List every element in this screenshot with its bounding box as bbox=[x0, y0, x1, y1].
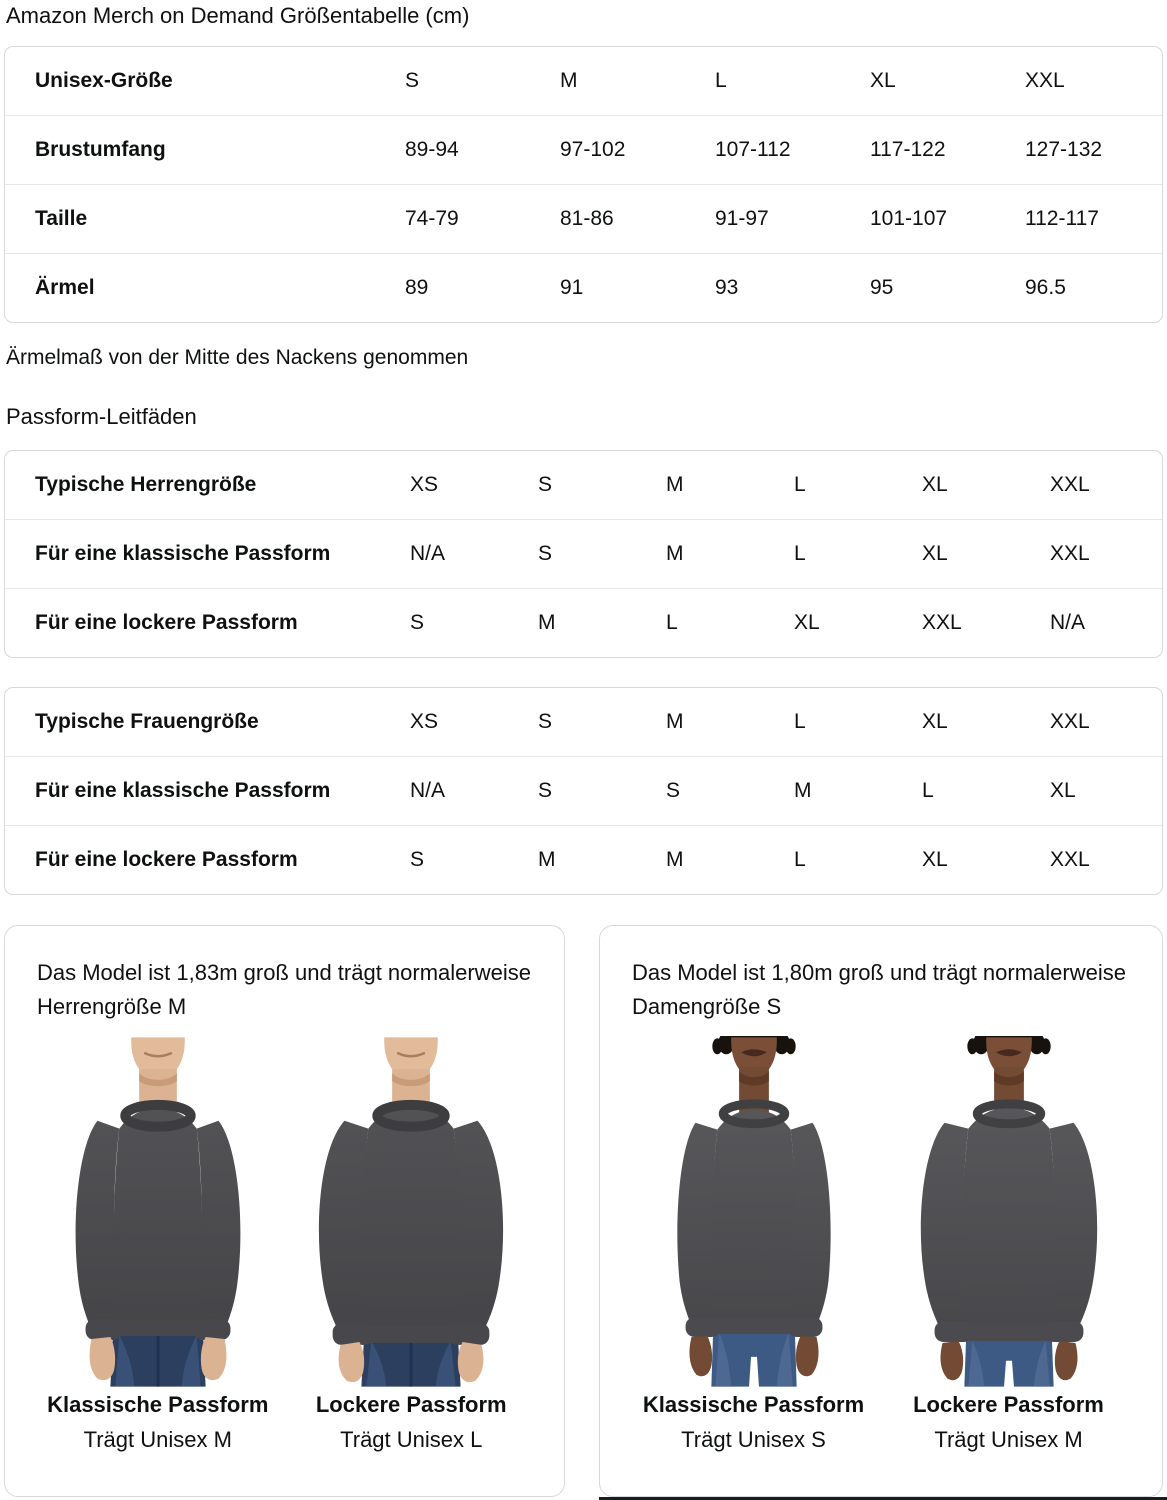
value-cell: L bbox=[794, 710, 806, 733]
value-cell: XXL bbox=[922, 611, 962, 634]
value-cell: S bbox=[410, 611, 425, 634]
female-model-loose-photo bbox=[885, 1036, 1133, 1388]
model-cards-row bbox=[4, 925, 1163, 1497]
value-cell: L bbox=[666, 611, 678, 634]
model-description: Das Model ist 1,83m groß und trägt normalerweise Herrengröße M bbox=[37, 960, 531, 1019]
fit-guides-heading: Passform-Leitfäden bbox=[6, 404, 197, 429]
value-cell: XS bbox=[410, 473, 439, 496]
figures-row bbox=[626, 1036, 1136, 1453]
size-cell: S bbox=[405, 69, 420, 92]
value-cell: S bbox=[538, 710, 553, 733]
value-cell: XL bbox=[922, 542, 948, 565]
figures-row bbox=[31, 1036, 538, 1453]
value-cell: M bbox=[794, 779, 812, 802]
fit-label: Klassische Passform bbox=[47, 1392, 269, 1417]
value-cell: 127-132 bbox=[1025, 138, 1103, 161]
size-cell: L bbox=[715, 69, 727, 92]
value-cell: 81-86 bbox=[560, 207, 614, 230]
value-cell: N/A bbox=[410, 542, 446, 565]
fit-label: Lockere Passform bbox=[913, 1392, 1104, 1417]
row-label: Taille bbox=[35, 207, 88, 230]
value-cell: 93 bbox=[715, 276, 739, 299]
row-label: Ärmel bbox=[35, 276, 95, 299]
value-cell: XXL bbox=[1050, 542, 1090, 565]
value-cell: S bbox=[410, 848, 425, 871]
size-label: Trägt Unisex L bbox=[340, 1427, 483, 1452]
value-cell: 96.5 bbox=[1025, 276, 1066, 299]
mens-model-card bbox=[4, 925, 565, 1497]
female-loose-fit-figure bbox=[881, 1036, 1136, 1453]
value-cell: 95 bbox=[870, 276, 894, 299]
model-description: Das Model ist 1,80m groß und trägt normalerweise Damengröße S bbox=[632, 960, 1126, 1019]
male-model-classic-photo bbox=[34, 1036, 282, 1388]
table-row bbox=[5, 115, 1162, 184]
value-cell: L bbox=[794, 473, 806, 496]
value-cell: 89 bbox=[405, 276, 429, 299]
row-label: Für eine lockere Passform bbox=[35, 611, 298, 634]
value-cell: XL bbox=[922, 473, 948, 496]
table-row bbox=[5, 47, 1162, 115]
value-cell: XL bbox=[922, 710, 948, 733]
value-cell: 107-112 bbox=[715, 138, 791, 161]
value-cell: M bbox=[538, 848, 556, 871]
table-row bbox=[5, 519, 1162, 588]
row-label: Typische Herrengröße bbox=[35, 473, 257, 496]
value-cell: M bbox=[538, 611, 556, 634]
table-row bbox=[5, 184, 1162, 253]
row-label: Für eine klassische Passform bbox=[35, 542, 331, 565]
value-cell: S bbox=[538, 779, 553, 802]
male-classic-fit-figure bbox=[31, 1036, 285, 1453]
table-row bbox=[5, 756, 1162, 825]
value-cell: M bbox=[666, 848, 684, 871]
row-label: Für eine klassische Passform bbox=[35, 779, 331, 802]
female-classic-fit-figure bbox=[626, 1036, 881, 1453]
size-label: Trägt Unisex M bbox=[83, 1427, 232, 1452]
value-cell: N/A bbox=[1050, 611, 1086, 634]
sleeve-measure-note: Ärmelmaß von der Mitte des Nackens genommen bbox=[6, 346, 469, 369]
value-cell: XS bbox=[410, 710, 439, 733]
value-cell: 89-94 bbox=[405, 138, 459, 161]
value-cell: XL bbox=[1050, 779, 1076, 802]
value-cell: N/A bbox=[410, 779, 446, 802]
unisex-size-table bbox=[4, 46, 1163, 323]
male-model-loose-photo bbox=[287, 1036, 535, 1388]
row-label: Brustumfang bbox=[35, 138, 166, 161]
value-cell: L bbox=[794, 542, 806, 565]
value-cell: S bbox=[538, 473, 553, 496]
value-cell: M bbox=[666, 710, 684, 733]
value-cell: XXL bbox=[1050, 473, 1090, 496]
male-loose-fit-figure bbox=[285, 1036, 539, 1453]
table-row bbox=[5, 825, 1162, 894]
value-cell: 97-102 bbox=[560, 138, 626, 161]
value-cell: S bbox=[538, 542, 553, 565]
value-cell: 101-107 bbox=[870, 207, 948, 230]
size-cell: XL bbox=[870, 69, 896, 92]
value-cell: XL bbox=[794, 611, 820, 634]
size-label: Trägt Unisex M bbox=[934, 1427, 1083, 1452]
value-cell: XXL bbox=[1050, 848, 1090, 871]
value-cell: L bbox=[794, 848, 806, 871]
value-cell: M bbox=[666, 542, 684, 565]
value-cell: 91 bbox=[560, 276, 584, 299]
size-label: Trägt Unisex S bbox=[681, 1427, 826, 1452]
row-label: Typische Frauengröße bbox=[35, 710, 259, 733]
value-cell: XXL bbox=[1050, 710, 1090, 733]
value-cell: 112-117 bbox=[1025, 207, 1099, 230]
value-cell: 91-97 bbox=[715, 207, 769, 230]
size-cell: XXL bbox=[1025, 69, 1065, 92]
value-cell: 117-122 bbox=[870, 138, 946, 161]
fit-label: Klassische Passform bbox=[642, 1392, 865, 1417]
female-model-classic-photo bbox=[630, 1036, 878, 1388]
value-cell: XL bbox=[922, 848, 948, 871]
table-row bbox=[5, 253, 1162, 322]
table-row bbox=[5, 451, 1162, 519]
womens-model-card bbox=[599, 925, 1163, 1497]
table-row bbox=[5, 688, 1162, 756]
value-cell: S bbox=[666, 779, 681, 802]
womens-fit-table bbox=[4, 687, 1163, 895]
fit-label: Lockere Passform bbox=[315, 1392, 507, 1417]
value-cell: 74-79 bbox=[405, 207, 459, 230]
size-cell: M bbox=[560, 69, 578, 92]
page-title: Amazon Merch on Demand Größentabelle (cm) bbox=[6, 3, 470, 28]
table-row bbox=[5, 588, 1162, 657]
row-label: Unisex-Größe bbox=[35, 69, 173, 92]
value-cell: M bbox=[666, 473, 684, 496]
value-cell: L bbox=[922, 779, 934, 802]
mens-fit-table bbox=[4, 450, 1163, 658]
row-label: Für eine lockere Passform bbox=[35, 848, 298, 871]
